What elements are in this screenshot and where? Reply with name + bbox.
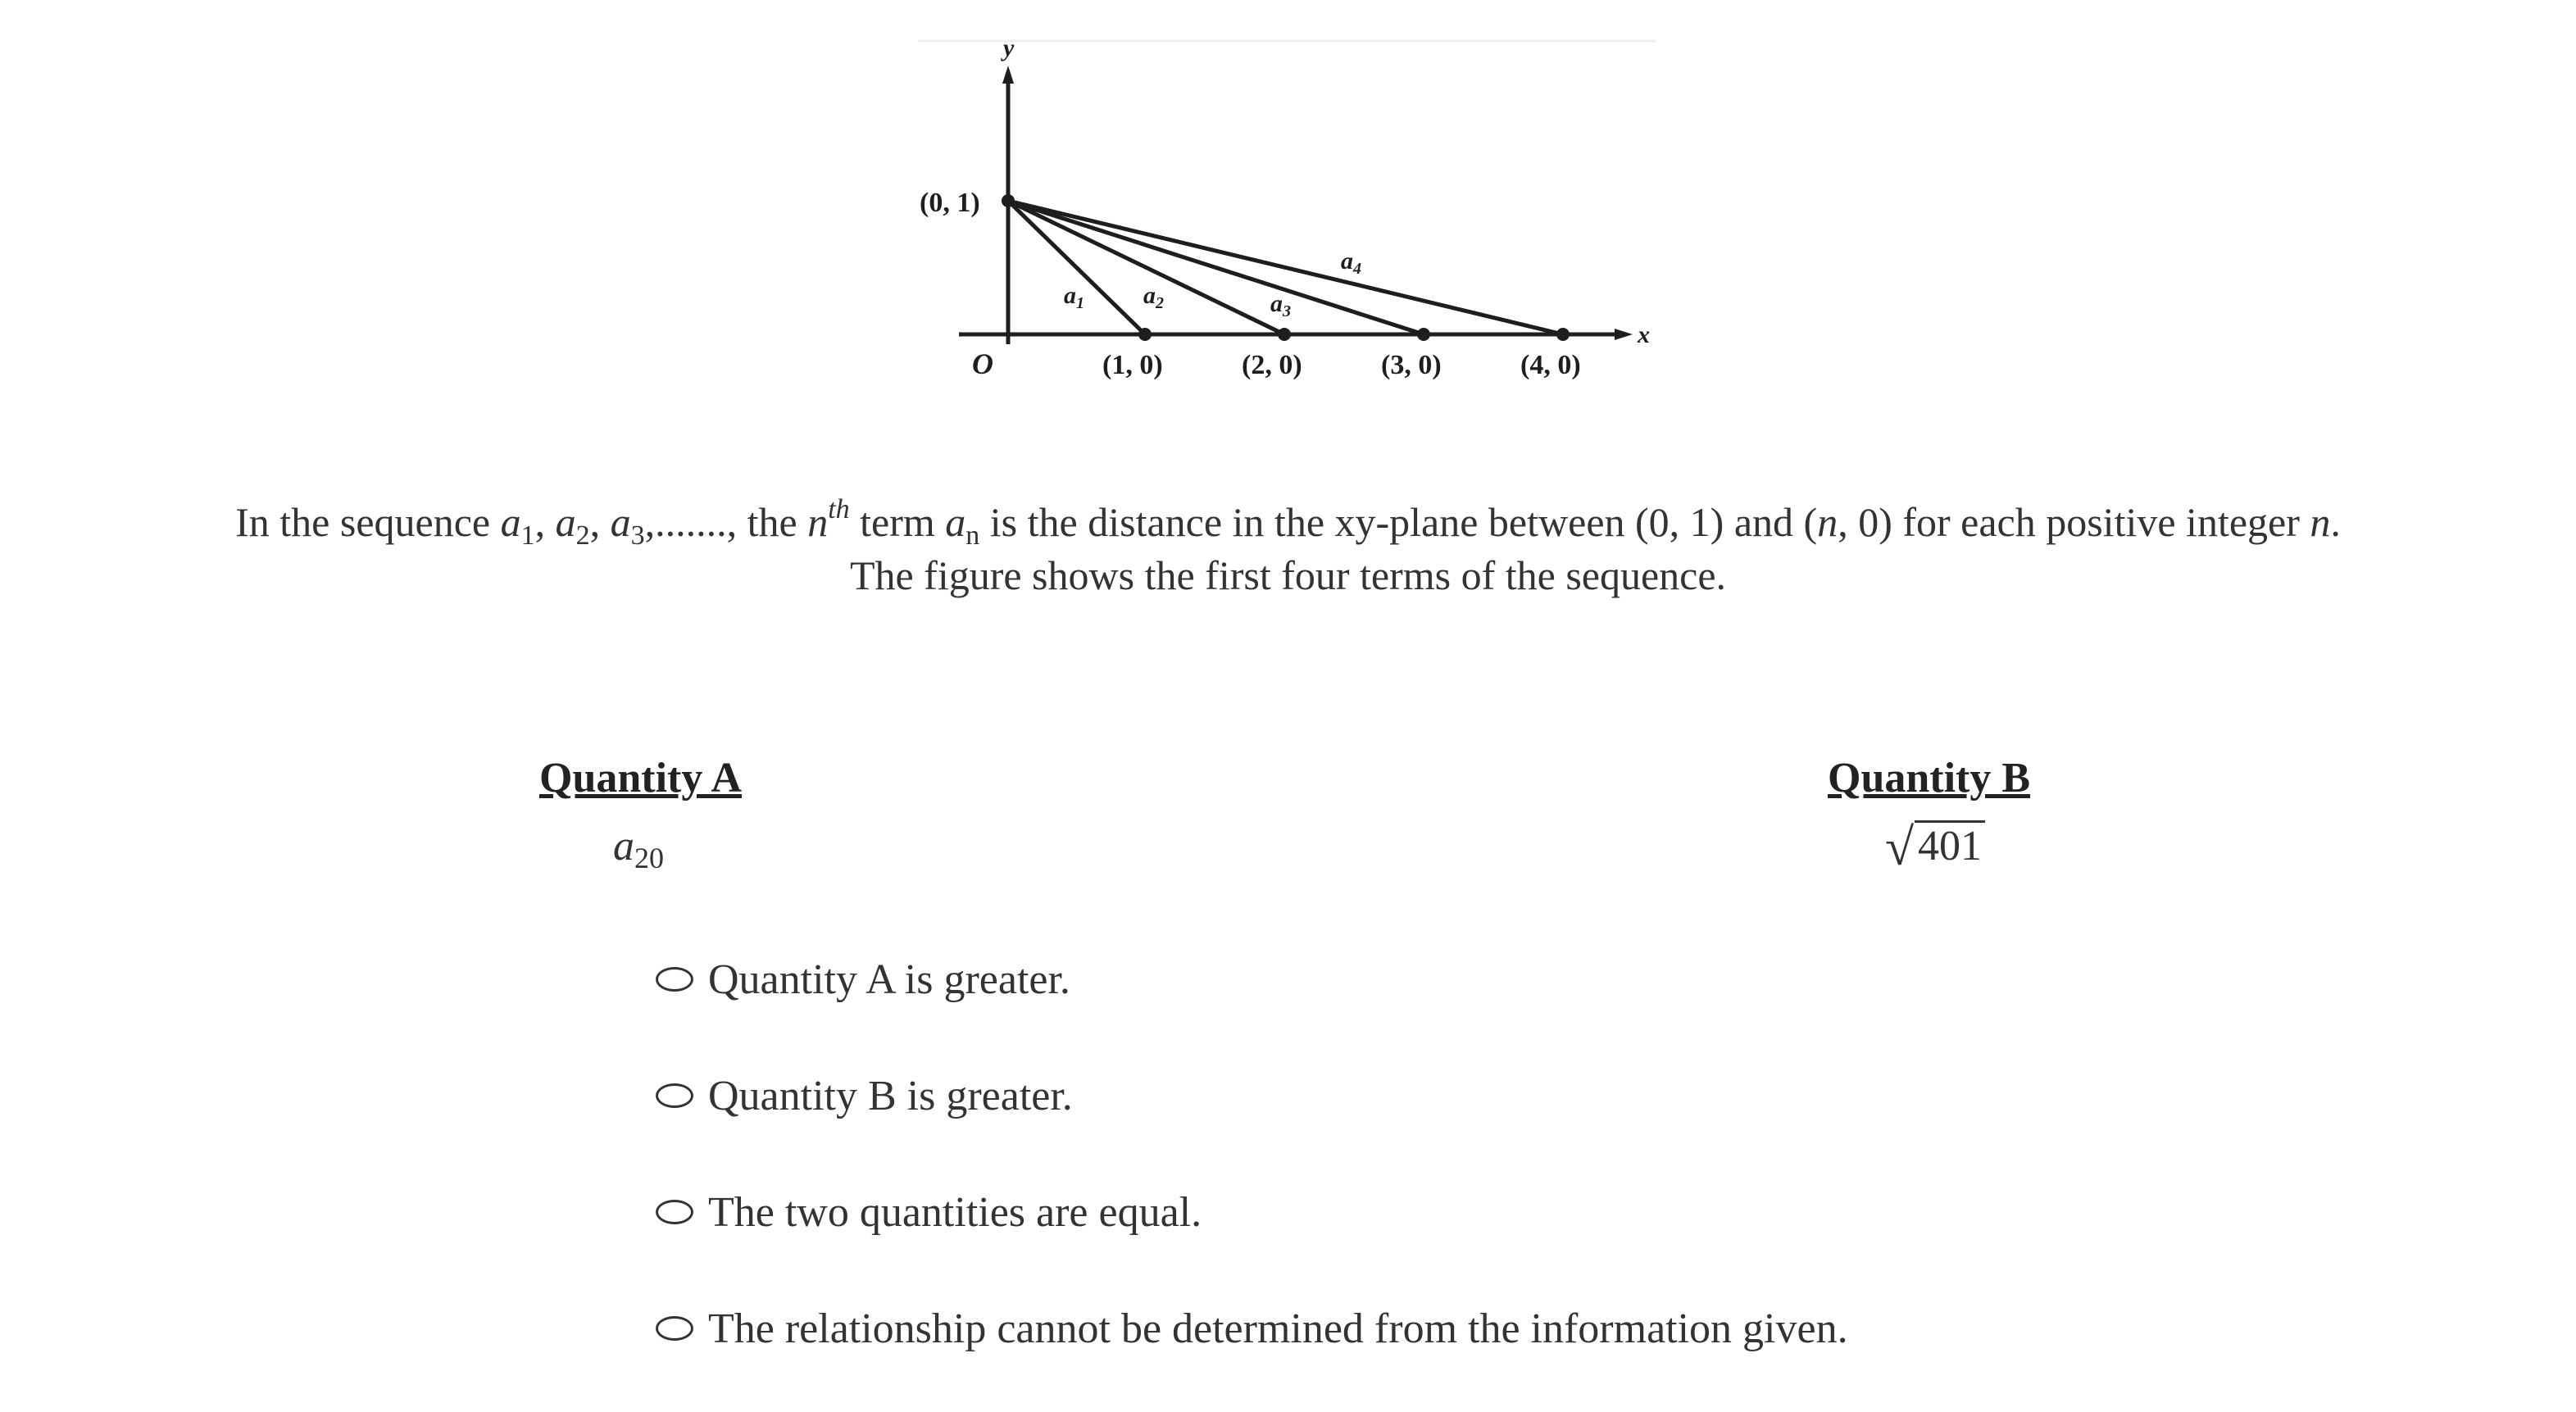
quantity-b-heading: Quantity B bbox=[1828, 755, 2031, 801]
sequence-figure bbox=[885, 33, 1672, 393]
stem-sub: 3 bbox=[630, 520, 645, 551]
choice-label: The relationship cannot be determined from the information given. bbox=[708, 1305, 1848, 1352]
point-label-0-1: (0, 1) bbox=[920, 188, 980, 218]
stem-var: n bbox=[807, 499, 829, 545]
point-label-1-0: (1, 0) bbox=[1102, 350, 1163, 380]
choice-label: Quantity B is greater. bbox=[708, 1072, 1073, 1119]
radical-sign: √ bbox=[1885, 818, 1915, 876]
stem-sub: 1 bbox=[520, 520, 535, 551]
quantity-a-sub: 20 bbox=[634, 842, 664, 874]
point-2-0 bbox=[1278, 328, 1291, 341]
stem-sup: th bbox=[828, 494, 850, 524]
point-label-2-0: (2, 0) bbox=[1242, 350, 1302, 380]
stem-point: ( bbox=[1803, 499, 1818, 545]
stem-var: n bbox=[1817, 499, 1838, 545]
segment-label-a1: $a_1$ bbox=[1064, 282, 1084, 312]
question-stem-line2: The figure shows the first four terms of the sequence. bbox=[849, 552, 1727, 598]
quantity-b-value bbox=[1885, 818, 1985, 876]
square-root bbox=[1885, 818, 1985, 876]
radio-button-icon[interactable] bbox=[656, 1083, 693, 1108]
answer-choice-b[interactable] bbox=[656, 1067, 1073, 1124]
x-axis-label: x bbox=[1638, 321, 1650, 348]
radicand: 401 bbox=[1915, 820, 1985, 869]
radio-button-icon[interactable] bbox=[656, 1316, 693, 1341]
stem-var: a bbox=[555, 499, 576, 545]
stem-point: (0, 1) bbox=[1635, 499, 1724, 545]
stem-text: term bbox=[849, 499, 946, 545]
stem-var: a bbox=[500, 499, 521, 545]
stem-var: a bbox=[945, 499, 966, 545]
answer-choice-a[interactable] bbox=[656, 951, 1070, 1008]
stem-text: for each positive integer bbox=[1892, 499, 2310, 545]
origin-label: O bbox=[972, 347, 993, 380]
quantity-a-heading: Quantity A bbox=[539, 755, 743, 801]
point-3-0 bbox=[1417, 328, 1430, 341]
stem-text: In the sequence bbox=[235, 499, 501, 545]
quantity-a-var: a bbox=[613, 823, 634, 869]
segment-label-a3: $a_3$ bbox=[1270, 290, 1291, 320]
point-1-0 bbox=[1138, 328, 1152, 341]
radio-button-icon[interactable] bbox=[656, 967, 693, 992]
stem-text: . bbox=[2330, 499, 2341, 545]
stem-text: ,......., the bbox=[644, 499, 808, 545]
choice-label: The two quantities are equal. bbox=[708, 1188, 1202, 1236]
stem-text: , bbox=[534, 499, 556, 545]
stem-sub: n bbox=[965, 520, 980, 551]
answer-choice-c[interactable] bbox=[656, 1183, 1202, 1241]
quantity-a-value bbox=[613, 822, 664, 875]
point-label-4-0: (4, 0) bbox=[1520, 350, 1581, 380]
point-4-0 bbox=[1556, 328, 1570, 341]
point-0-1 bbox=[1002, 194, 1015, 207]
stem-var: a bbox=[610, 499, 631, 545]
stem-text: is the distance in the xy-plane between bbox=[979, 499, 1636, 545]
x-axis-arrow bbox=[1615, 329, 1633, 340]
choice-label: Quantity A is greater. bbox=[708, 956, 1070, 1003]
stem-point: , 0) bbox=[1838, 499, 1892, 545]
radio-button-icon[interactable] bbox=[656, 1200, 693, 1224]
point-label-3-0: (3, 0) bbox=[1381, 350, 1442, 380]
segment-label-a2: $a_2$ bbox=[1143, 282, 1164, 312]
stem-text: , bbox=[589, 499, 611, 545]
figure-svg bbox=[885, 33, 1672, 393]
stem-var: n bbox=[2310, 499, 2331, 545]
stem-text: and bbox=[1724, 499, 1804, 545]
segment-a2 bbox=[1008, 201, 1284, 334]
answer-choice-d[interactable] bbox=[656, 1300, 1848, 1357]
segment-label-a4: $a_4$ bbox=[1341, 247, 1361, 278]
stem-sub: 2 bbox=[575, 520, 590, 551]
y-axis-arrow bbox=[1002, 66, 1014, 84]
y-axis-label: y bbox=[1003, 34, 1015, 61]
